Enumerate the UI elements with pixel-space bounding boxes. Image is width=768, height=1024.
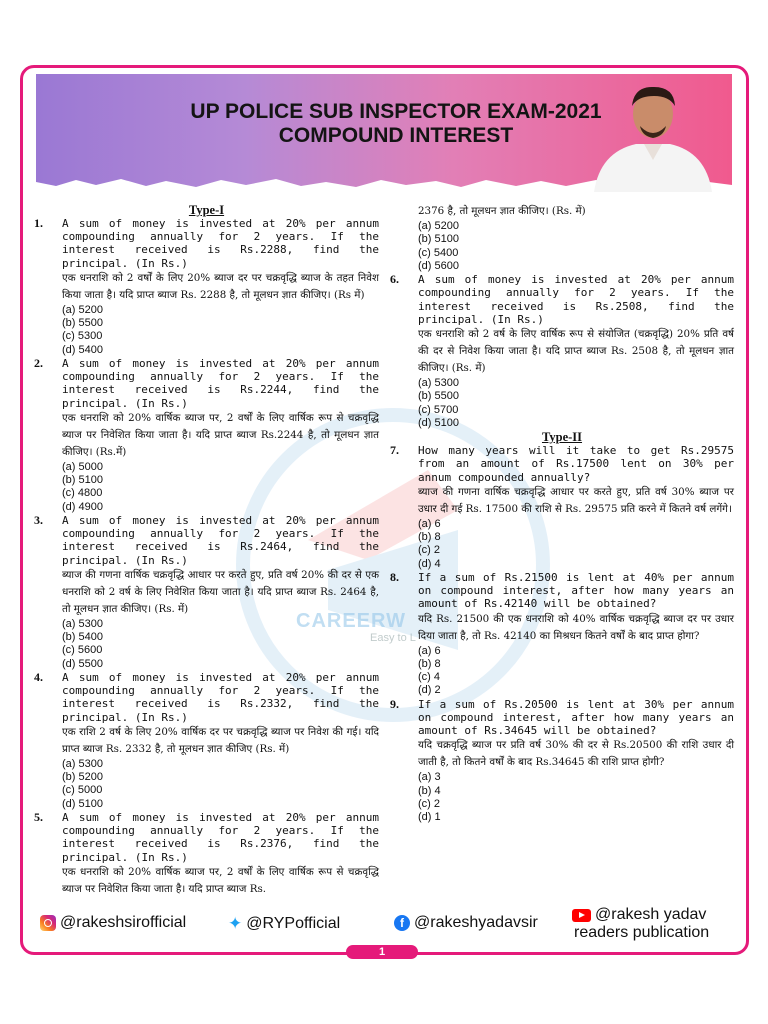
question-number: 9. (390, 696, 399, 711)
option-list (418, 771, 734, 824)
question-text-hindi: ब्याज की गणना वार्षिक चक्रवृद्धि आधार पर करते हुए, प्रति वर्ष 30% ब्याज पर उधार दी गई Rs. 17500 की राशि से Rs. 29575 प्रति करने में कितने वर्ष लगेंगे। (418, 485, 734, 515)
question-text-english: A sum of money is invested at 20% per annum compounding annually for 2 years. If the interest received is Rs.2332, find the principal. (In Rs.) (62, 671, 379, 724)
instagram-label: @rakeshsirofficial (60, 914, 187, 931)
option: (b) 5400 (62, 631, 103, 644)
option: (a) 3 (418, 771, 441, 784)
option: (c) 5300 (62, 330, 103, 343)
question-text-english: A sum of money is invested at 20% per annum compounding annually for 2 years. If the interest received is Rs.2508, find the principal. (In Rs.) (418, 273, 734, 326)
question-2 (34, 357, 379, 514)
question-text-hindi: ब्याज की गणना वार्षिक चक्रवृद्धि आधार पर करते हुए, प्रति वर्ष 20% की दर से एक धनराशि को 2 वर्ष के लिए निवेशित किया जाता है। यदि प्राप्त ब्याज Rs. 2464 है, तो मूलधन ज्ञात कीजिए। (Rs. में) (62, 568, 379, 615)
option: (c) 4800 (62, 487, 103, 500)
question-4 (34, 671, 379, 811)
question-number: 1. (34, 216, 43, 230)
option-list (418, 518, 734, 571)
question-text-english: How many years will it take to get Rs.29575 from an amount of Rs.17500 lent on 30% per annum compounded annually? (418, 444, 734, 484)
option: (c) 4 (418, 671, 440, 684)
option: (c) 5600 (62, 644, 103, 657)
question-text-english: A sum of money is invested at 20% per annum compounding annually for 2 years. If the interest received is Rs.2464, find the principal. (In Rs.) (62, 514, 379, 567)
question-text-english: A sum of money is invested at 20% per annum compounding annually for 2 years. If the interest received is Rs.2376, find the principal. (In Rs.) (62, 811, 379, 864)
option: (d) 5500 (62, 657, 103, 670)
question-text-hindi: एक धनराशि को 2 वर्षों के लिए 20% ब्याज दर पर चक्रवृद्धि ब्याज के तहत निवेश किया जाता है। यदि प्राप्त ब्याज Rs. 2288 है, तो मूलधन ज्ञात कीजिए। (Rs में) (62, 271, 379, 301)
option: (b) 5100 (62, 474, 103, 487)
option: (d) 1 (418, 811, 441, 824)
option-list (62, 618, 379, 671)
option: (c) 2 (418, 797, 440, 810)
right-column (390, 203, 734, 825)
facebook-label: @rakeshyadavsir (414, 914, 538, 931)
question-text-hindi: एक धनराशि को 20% वार्षिक ब्याज पर, 2 वर्षों के लिए वार्षिक रूप से चक्रवृद्धि ब्याज पर निवेशित किया जाता है। यदि प्राप्त ब्याज Rs.2244 है, तो मूलधन ज्ञात कीजिए। (Rs.में) (62, 411, 379, 458)
option: (b) 8 (418, 531, 441, 544)
question-number: 6. (390, 272, 399, 287)
instagram-icon (40, 915, 56, 931)
option: (a) 6 (418, 517, 441, 530)
option: (a) 5200 (418, 220, 459, 232)
option: (d) 5600 (418, 259, 459, 272)
title-line-topic: COMPOUND INTEREST (278, 124, 514, 147)
watermark-tagline: Easy to L (370, 632, 416, 644)
option: (b) 8 (418, 657, 441, 670)
question-1 (34, 217, 379, 357)
question-number: 4. (34, 670, 43, 684)
option: (d) 5400 (62, 343, 103, 356)
option-list (62, 758, 379, 811)
option: (b) 4 (418, 784, 441, 797)
facebook-icon: f (394, 915, 410, 931)
section-heading-type-1: Type-I (188, 203, 225, 217)
youtube-handle[interactable] (572, 906, 706, 924)
question-9 (390, 698, 734, 825)
twitter-label: @RYPofficial (246, 915, 341, 932)
question-text-hindi: एक धनराशि को 20% वार्षिक ब्याज पर, 2 वर्षों के लिए वार्षिक रूप से चक्रवृद्धि ब्याज पर निवेशित किया जाता है। यदि प्राप्त ब्याज Rs. (62, 865, 379, 895)
presenter-photo (574, 74, 732, 192)
question-text-english: A sum of money is invested at 20% per annum compounding annually for 2 years. If the interest received is Rs.2244, find the principal. (In Rs.) (62, 357, 379, 410)
question-number: 8. (390, 569, 399, 584)
option: (d) 5100 (418, 416, 459, 429)
option: (d) 4900 (62, 500, 103, 513)
youtube-icon (572, 909, 591, 922)
question-text-hindi: यदि Rs. 21500 की एक धनराशि को 40% वार्षिक चक्रवृद्धि ब्याज दर पर उधार दिया जाता है, तो Rs. 42140 का मिश्रधन कितने वर्षों के बाद प्राप्त होगा? (418, 612, 734, 642)
option: (a) 5300 (62, 757, 103, 770)
question-8 (390, 571, 734, 698)
option: (c) 5000 (62, 784, 103, 797)
question-text-english: If a sum of Rs.20500 is lent at 30% per annum on compound interest, after how many years an amount of Rs.34645 will be obtained? (418, 697, 734, 738)
question-5 (34, 811, 379, 898)
twitter-handle[interactable] (228, 914, 340, 934)
question-text-hindi: यदि चक्रवृद्धि ब्याज पर प्रति वर्ष 30% की दर से Rs.20500 की राशि उधार दी जाती है, तो कितने वर्षों के बाद Rs.34645 की राशि प्राप्त होगी? (418, 739, 734, 769)
title-line-exam: UP POLICE SUB INSPECTOR EXAM-2021 (190, 100, 602, 123)
left-column (34, 203, 379, 898)
twitter-icon: ✦ (228, 914, 243, 933)
question-text-english: If a sum of Rs.21500 is lent at 40% per annum on compound interest, after how many years an amount of Rs.42140 will be obtained? (418, 570, 734, 611)
option: (c) 2 (418, 544, 440, 557)
option: (a) 5200 (62, 303, 103, 316)
option: (b) 5500 (418, 390, 459, 403)
question-number: 2. (34, 356, 43, 370)
question-7 (390, 444, 734, 571)
social-footer (30, 906, 740, 946)
question-5-continued (390, 203, 734, 273)
question-text-hindi: एक राशि 2 वर्ष के लिए 20% वार्षिक दर पर चक्रवृद्धि ब्याज पर निवेश की गई। यदि प्राप्त ब्याज Rs. 2332 है, तो मूलधन ज्ञात कीजिए (Rs. में) (62, 725, 379, 755)
option: (c) 5400 (418, 246, 459, 259)
publisher-name (574, 924, 709, 942)
section-heading-type-2: Type-II (541, 430, 583, 445)
question-6 (390, 273, 734, 430)
option-list (418, 377, 734, 430)
option-list (418, 220, 734, 273)
facebook-handle[interactable] (394, 914, 538, 932)
option: (a) 5300 (62, 617, 103, 630)
youtube-label: @rakesh yadav (595, 906, 707, 923)
question-3 (34, 514, 379, 671)
question-text-english: A sum of money is invested at 20% per annum compounding annually for 2 years. If the interest received is Rs.2288, find the principal. (In Rs.) (62, 217, 379, 270)
option: (d) 5100 (62, 797, 103, 810)
question-number: 7. (390, 443, 399, 458)
page-number: 1 (346, 945, 418, 959)
instagram-handle[interactable] (40, 914, 186, 932)
publisher-label: readers publication (574, 924, 710, 941)
option-list (418, 645, 734, 698)
option: (d) 2 (418, 684, 441, 697)
question-text-hindi: एक धनराशि को 2 वर्ष के लिए वार्षिक रूप से संयोजित (चक्रवृद्धि) 20% प्रति वर्ष की दर से निवेश किया जाता है। यदि प्राप्त ब्याज Rs. 2508 है, तो मूलधन ज्ञात कीजिए। (Rs. में) (418, 328, 734, 374)
option: (b) 5500 (62, 317, 103, 330)
option: (a) 5300 (418, 377, 459, 389)
option-list (62, 461, 379, 514)
option: (c) 5700 (418, 403, 459, 416)
option: (b) 5100 (418, 233, 459, 246)
option: (d) 4 (418, 557, 441, 570)
option: (b) 5200 (62, 771, 103, 784)
question-text-hindi-continued: 2376 है, तो मूलधन ज्ञात कीजिए। (Rs. में) (418, 205, 586, 217)
option-list (62, 304, 379, 357)
option: (a) 5000 (62, 460, 103, 473)
question-number: 3. (34, 513, 43, 527)
question-number: 5. (34, 810, 43, 824)
option: (a) 6 (418, 644, 441, 657)
watermark-brand: CAREERW (296, 610, 406, 632)
